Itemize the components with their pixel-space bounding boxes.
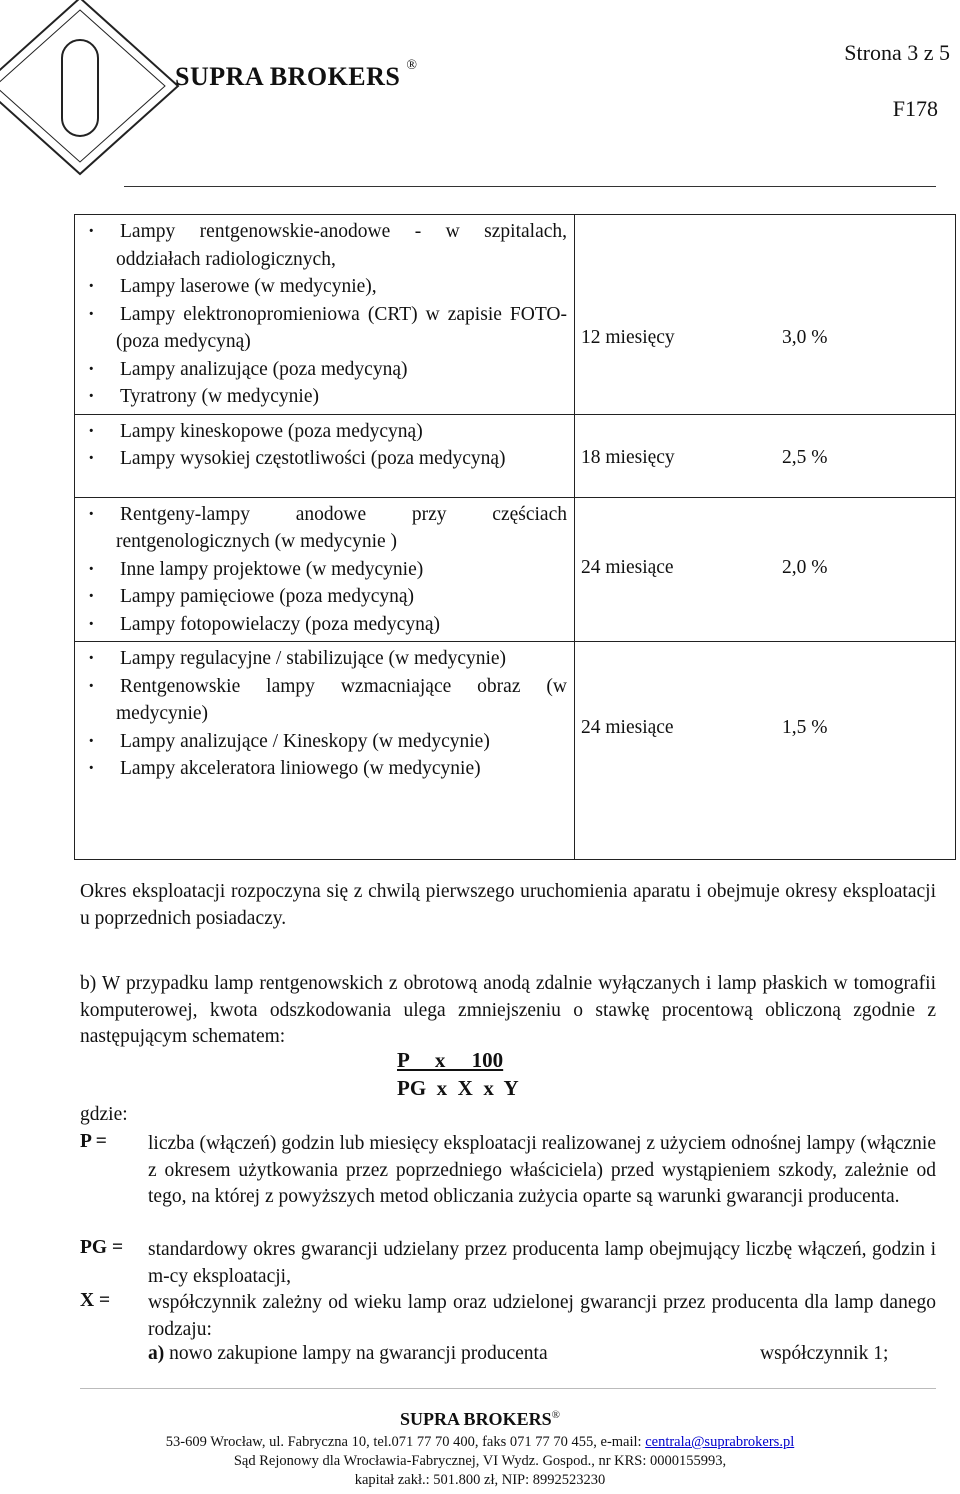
table-row: [75, 414, 956, 497]
lamp-type-item: · Lampy laserowe (w medycynie),: [116, 273, 567, 301]
where-label: gdzie:: [80, 1104, 128, 1125]
lamp-type-item: · Lampy pamięciowe (poza medycyną): [116, 583, 567, 611]
bullet-icon: ·: [88, 303, 95, 325]
lamp-types-cell: [75, 215, 575, 415]
lamp-types-cell: [75, 414, 575, 497]
definition-text: współczynnik zależny od wieku lamp oraz udzielonej gwarancji przez producenta dla lamp danego rodzaju:: [148, 1292, 936, 1340]
bullet-icon: ·: [88, 386, 95, 407]
bullet-icon: ·: [88, 648, 95, 669]
footer-registry: Sąd Rejonowy dla Wrocławia-Fabrycznej, VI Wydz. Gospod., nr KRS: 0000155993,: [233, 1453, 727, 1469]
definition-symbol: PG =: [80, 1237, 124, 1258]
page-number: Strona 3 z 5: [844, 40, 950, 65]
bullet-icon: ·: [88, 276, 95, 297]
bullet-icon: ·: [88, 558, 95, 580]
lamp-type-item: · Lampy regulacyjne / stabilizujące (w medycynie): [116, 645, 567, 673]
paragraph-b-text: b) W przypadku lamp rentgenowskich z obrotową anodą zdalnie wyłączanych i lamp płaskich w tomografii komputerowej, kwota odszkodowania ulega zmniejszeniu o stawkę procentową obliczoną zgodnie z następującym schematem:: [80, 973, 936, 1047]
bullet-icon: ·: [88, 448, 95, 469]
bullet-icon: ·: [88, 613, 95, 635]
lamp-types-cell: [75, 497, 575, 642]
header-brand: SUPRA BROKERS ®: [175, 58, 418, 91]
definition-symbol: P =: [80, 1131, 107, 1152]
lamp-type-item: · Rentgenowskie lampy wzmacniające obraz (w medycynie): [116, 673, 567, 728]
percent-value: 1,5 %: [782, 717, 828, 738]
percent-value: 2,0 %: [782, 556, 828, 578]
lamp-type-item: · Lampy elektronopromieniowa (CRT) w zapisie FOTO- (poza medycyną): [116, 301, 567, 356]
bullet-icon: ·: [88, 221, 95, 242]
bullet-icon: ·: [88, 420, 95, 442]
item-a-label: a): [148, 1343, 165, 1364]
lamp-type-item: · Lampy akceleratora liniowego (w medycynie): [116, 755, 567, 783]
footer-address: 53-609 Wrocław, ul. Fabryczna 10, tel.071 77 70 400, faks 071 77 70 455, e-mail: centrala@suprabrokers.pl: [165, 1434, 795, 1450]
depreciation-table: [74, 214, 956, 860]
paragraph-b: [80, 971, 936, 1051]
bullet-icon: ·: [88, 586, 95, 607]
lamp-type-item: · Inne lampy projektowe (w medycynie): [116, 556, 567, 584]
form-code: F178: [892, 96, 938, 121]
period-value: 18 miesięcy: [581, 446, 675, 468]
item-a-factor: współczynnik 1;: [760, 1343, 889, 1364]
period-value: 24 miesiące: [581, 556, 674, 578]
lamp-type-item: · Lampy wysokiej częstotliwości (poza medycyną): [116, 445, 567, 473]
definition-text: standardowy okres gwarancji udzielany przez producenta lamp obejmujący liczbę włączeń, godzin i m-cy eksploatacji,: [148, 1239, 936, 1287]
period-value: 24 miesiące: [581, 717, 674, 738]
lamp-type-item: · Lampy kineskopowe (poza medycyną): [116, 418, 567, 446]
bullet-icon: ·: [88, 503, 95, 525]
definition-symbol: X =: [80, 1290, 111, 1311]
formula-denominator: PG x X x Y: [397, 1076, 519, 1100]
operation-period-note: Okres eksploatacji rozpoczyna się z chwilą pierwszego uruchomienia aparatu i obejmuje okresy eksploatacji u poprzednich posiadaczy.: [80, 881, 936, 929]
bullet-icon: ·: [88, 675, 95, 697]
lamp-type-item: · Lampy analizujące / Kineskopy (w medycynie): [116, 728, 567, 756]
header-divider: [124, 186, 936, 187]
footer-brand: SUPRA BROKERS®: [400, 1409, 560, 1429]
bullet-icon: ·: [88, 730, 95, 752]
lamp-type-item: · Tyratrony (w medycynie): [116, 383, 567, 411]
formula-numerator: P x 100: [397, 1048, 504, 1072]
lamp-type-item: · Lampy fotopowielaczy (poza medycyną): [116, 611, 567, 639]
table-row: [75, 497, 956, 642]
lamp-types-cell: [75, 642, 575, 860]
table-row: [75, 215, 956, 415]
period-value: 12 miesięcy: [581, 327, 675, 348]
table-row: [75, 642, 956, 860]
lamp-type-item: · Rentgeny-lampy anodowe przy częściach rentgenologicznych (w medycynie ): [116, 501, 567, 556]
percent-value: 2,5 %: [782, 446, 828, 468]
percent-value: 3,0 %: [782, 327, 828, 348]
footer-capital: kapitał zakł.: 501.800 zł, NIP: 8992523230: [354, 1472, 606, 1488]
bullet-icon: ·: [88, 358, 95, 380]
bullet-icon: ·: [88, 758, 95, 779]
footer-email-link[interactable]: centrala@suprabrokers.pl: [645, 1434, 795, 1450]
supra-brokers-logo: [0, 0, 200, 200]
coefficient-item-a: [148, 1343, 548, 1365]
item-a-text: nowo zakupione lampy na gwarancji producenta: [169, 1343, 548, 1364]
definition-text: liczba (włączeń) godzin lub miesięcy eksploatacji realizowanej z użyciem odnośnej lampy (włącznie z okresem użytkowania przez poprzedniego właściciela) przed wystąpieniem szkody, zależnie od tego, na której z powyższych metod obliczania zużycia oparte są warunki gwarancji producenta.: [148, 1133, 936, 1207]
lamp-type-item: · Lampy analizujące (poza medycyną): [116, 356, 567, 384]
footer-divider: [80, 1388, 936, 1389]
lamp-type-item: · Lampy rentgenowskie-anodowe - w szpitalach, oddziałach radiologicznych,: [116, 218, 567, 273]
